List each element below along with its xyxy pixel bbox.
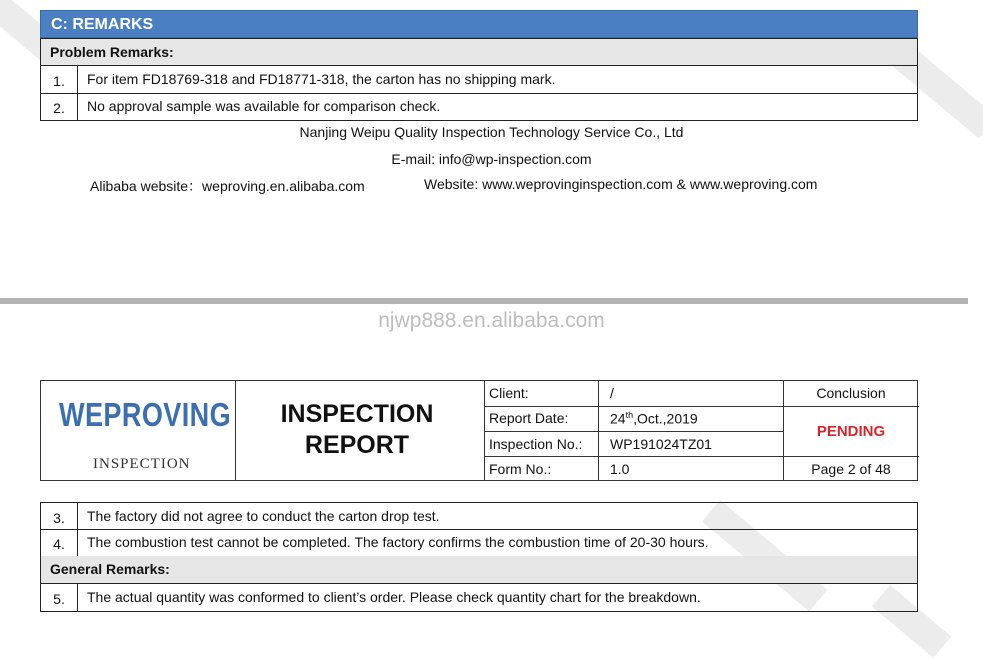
remark-row [40,66,918,94]
inspection-no-label: Inspection No.: [489,436,583,452]
report-title: INSPECTION REPORT [280,400,434,459]
report-header [40,380,918,481]
remark-text: No approval sample was available for comparison check. [87,98,441,114]
general-remarks-heading: General Remarks: [40,556,918,584]
form-no-label: Form No.: [489,461,552,477]
conclusion-label: Conclusion [816,385,886,401]
email: E-mail: info@wp-inspection.com [391,151,592,167]
remark-number: 4. [41,529,78,556]
section-c-header [40,10,918,38]
page-divider [0,298,968,304]
remark-row [40,584,918,612]
alibaba-website: Alibaba website：weproving.en.alibaba.com [90,178,365,194]
remark-number: 3. [41,503,78,529]
remark-text: The actual quantity was conformed to client’s order. Please check quantity chart for the breakdown. [87,589,701,605]
company-name: Nanjing Weipu Quality Inspection Technology Service Co., Ltd [299,124,684,140]
remark-row [40,93,918,121]
report-date-label: Report Date: [489,410,569,426]
remark-number: 2. [41,93,78,120]
section-c-title: C: REMARKS [51,16,154,33]
company-logo: WEPROVING [59,396,232,433]
client-value: / [610,385,614,401]
watermark-text: njwp888.en.alibaba.com [378,309,605,332]
client-label: Client: [489,385,529,401]
problem-remarks-heading: Problem Remarks: [40,38,918,66]
remark-row [40,502,918,530]
remark-number: 1. [41,66,78,93]
conclusion-status: PENDING [816,423,886,440]
remark-text: For item FD18769-318 and FD18771-318, the carton has no shipping mark. [87,71,556,87]
report-date-value: 24th,Oct.,2019 [610,410,698,427]
inspection-no-value: WP191024TZ01 [610,436,712,452]
logo-subtitle: INSPECTION [93,456,191,472]
page-number: Page 2 of 48 [811,461,891,477]
form-no-value: 1.0 [610,461,630,477]
remark-row [40,529,918,557]
remark-text: The factory did not agree to conduct the carton drop test. [87,508,440,524]
remark-number: 5. [41,584,78,611]
website: Website: www.weprovinginspection.com & www.weproving.com [424,176,818,192]
remark-text: The combustion test cannot be completed. The factory confirms the combustion time of 20-30 hours. [87,534,709,550]
